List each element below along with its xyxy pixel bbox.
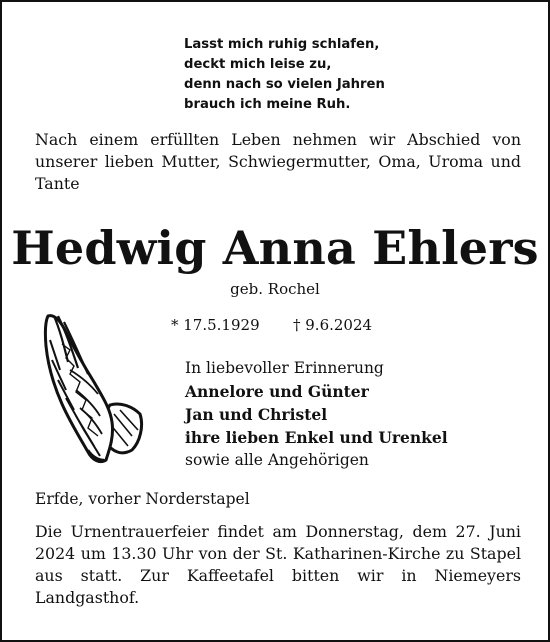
maiden-name: geb. Rochel xyxy=(230,280,320,298)
mourner-name: Jan und Christel xyxy=(185,405,328,424)
poem-line: deckt mich leise zu, xyxy=(184,57,332,72)
death-date: † 9.6.2024 xyxy=(293,316,373,334)
intro-text: Nach einem erfüllten Leben nehmen wir Abschied von unserer lieben Mutter, Schwiegermutter, Oma, Uroma und Tante xyxy=(35,130,521,193)
mourner-name: Annelore und Günter xyxy=(185,382,369,401)
deceased-name: Hedwig Anna Ehlers xyxy=(11,221,539,275)
praying-hands-icon xyxy=(40,310,146,472)
poem-line: Lasst mich ruhig schlafen, xyxy=(184,37,380,52)
relatives-line: sowie alle Angehörigen xyxy=(185,451,369,469)
place-line: Erfde, vorher Norderstapel xyxy=(35,490,250,508)
poem-line: brauch ich meine Ruh. xyxy=(184,97,351,112)
mourners-list xyxy=(185,357,448,472)
birth-date: * 17.5.1929 xyxy=(171,316,260,334)
ceremony-text: Die Urnentrauerfeier findet am Donnerstag, dem 27. Juni 2024 um 13.30 Uhr von der St. Katharinen-Kirche zu Stapel aus statt. Zur Kaffeetafel bitten wir in Niemeyers Landgasthof. xyxy=(35,522,521,607)
poem xyxy=(184,35,385,115)
mourner-name: ihre lieben Enkel und Urenkel xyxy=(185,428,448,447)
remembrance-line: In liebevoller Erinnerung xyxy=(185,359,384,377)
poem-line: denn nach so vielen Jahren xyxy=(184,77,385,92)
